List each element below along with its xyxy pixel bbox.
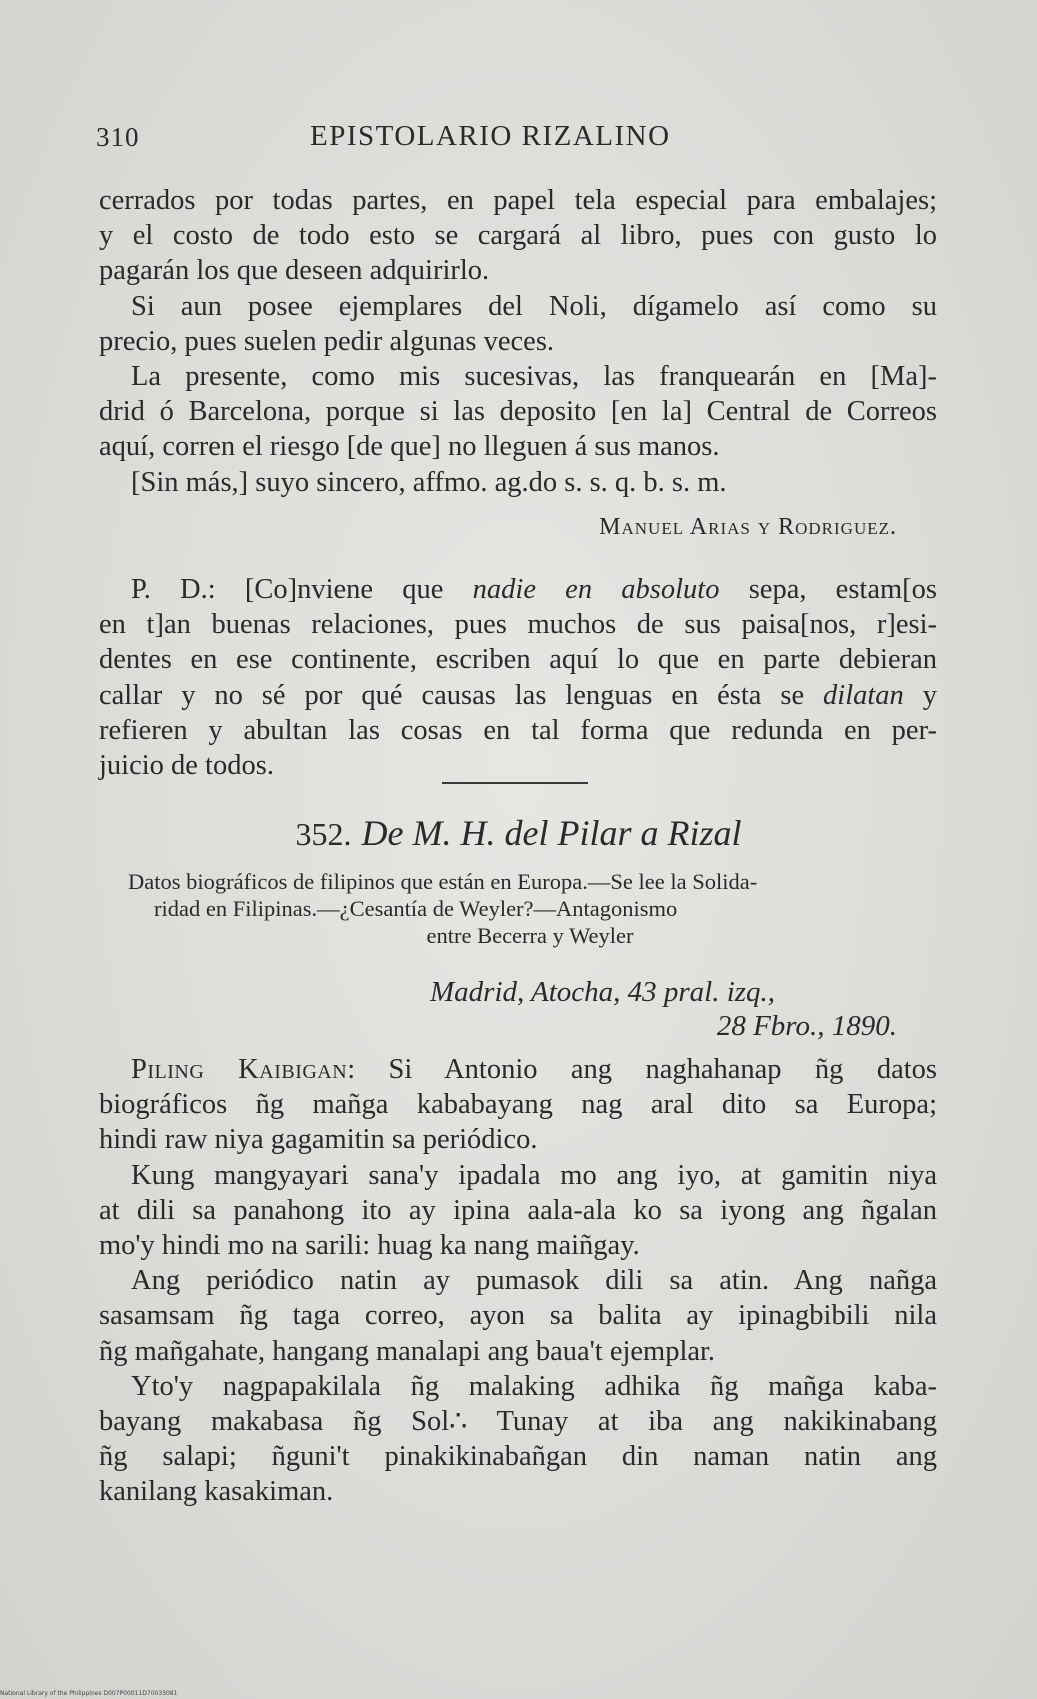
text-line: pagarán los que deseen adquirirlo. [99, 255, 490, 287]
text-line: at dili sa panahong ito ay ipina aala-ala ko sa iyong ang ñgalan [99, 1194, 937, 1226]
text-line: biográficos ñg mañga kababayang nag aral dito sa Europa; [99, 1089, 937, 1121]
letter-351-closing-text [99, 183, 937, 500]
postscript [99, 572, 937, 783]
postscript-text: y [903, 679, 937, 711]
letter-place: Madrid, Atocha, 43 pral. izq., [430, 976, 776, 1008]
running-title: EPISTOLARIO RIZALINO [310, 120, 671, 152]
archive-footer: National Library of the Philippines D007P00011D70033081 [0, 1690, 178, 1697]
text-line: ñg salapi; ñguni't pinakikinabañgan din naman natin ang [99, 1441, 937, 1473]
text-line: Yto'y nagpapakilala ñg malaking adhika ñg mañga kaba- [131, 1370, 937, 1402]
postscript-line: en t]an buenas relaciones, pues muchos de sus paisa[nos, r]esi- [99, 609, 937, 641]
postscript-text: P. D.: [Co]nviene que [131, 574, 473, 605]
text-line: hindi raw niya gagamitin sa periódico. [99, 1124, 538, 1156]
summary-line: ridad en Filipinas.—¿Cesantía de Weyler?—Antagonismo [154, 896, 678, 921]
text-line: ñg mañgahate, hangang manalapi ang baua't ejemplar. [99, 1335, 716, 1367]
postscript-line [99, 678, 937, 713]
section-divider [442, 782, 588, 784]
text-line: bayang makabasa ñg Sol∴ Tunay at iba ang nakikinabang [99, 1405, 937, 1437]
postscript-text: callar y no sé por qué causas las lenguas en ésta se [99, 679, 824, 711]
page-number: 310 [96, 122, 140, 152]
closing-formula: [Sin más,] suyo sincero, affmo. ag.do s. s. q. b. s. m. [131, 466, 727, 498]
text-line: Kung mangyayari sana'y ipadala mo ang iyo, at gamitin niya [131, 1159, 937, 1191]
text-line: Si aun posee ejemplares del Noli, dígamelo así como su [131, 290, 937, 322]
postscript-line: juicio de todos. [99, 749, 274, 781]
text-line: precio, pues suelen pedir algunas veces. [99, 325, 555, 357]
postscript-text: sepa, estam[os [719, 574, 937, 605]
text-line: La presente, como mis sucesivas, las franquearán en [Ma]- [131, 360, 937, 392]
summary-line: entre Becerra y Weyler [426, 923, 634, 948]
text-line: y el costo de todo esto se cargará al libro, pues con gusto lo [99, 220, 937, 252]
postscript-line [99, 572, 937, 607]
text-line: kanilang kasakiman. [99, 1476, 334, 1508]
text-line: Ang periódico natin ay pumasok dili sa atin. Ang nañga [131, 1265, 937, 1297]
letter-date: 28 Fbro., 1890. [716, 1010, 897, 1042]
text-line: cerrados por todas partes, en papel tela especial para embalajes; [99, 185, 937, 216]
text-line: mo'y hindi mo na sarili: huag ka nang maiñgay. [99, 1229, 640, 1261]
letter-summary [120, 868, 940, 949]
postscript-line: dentes en ese continente, escriben aquí lo que en parte debieran [99, 644, 937, 676]
text-line [99, 1052, 937, 1087]
postscript-line: refieren y abultan las cosas en tal forma que redunda en per- [99, 714, 937, 746]
signature: Manuel Arias y Rodriguez. [599, 514, 897, 540]
postscript-emphasis: dilatan [823, 679, 904, 711]
text-line: sasamsam ñg taga correo, ayon sa balita ay ipinagbibili nila [99, 1300, 937, 1332]
letter-title: De M. H. del Pilar a Rizal [361, 813, 742, 853]
salutation: Piling Kaibigan [131, 1054, 348, 1085]
text-line: aquí, corren el riesgo [de que] no lleguen á sus manos. [99, 431, 720, 463]
text-run: : Si Antonio ang naghahanap ñg datos [347, 1054, 937, 1085]
postscript-emphasis: nadie en absoluto [472, 574, 720, 605]
summary-line: Datos biográficos de filipinos que están en Europa.—Se lee la Solida- [128, 869, 758, 894]
letter-heading [0, 812, 1037, 854]
letter-352-body [99, 1052, 937, 1509]
page-header [96, 122, 936, 162]
text-line: drid ó Barcelona, porque si las deposito [en la] Central de Correos [99, 396, 937, 428]
letter-number: 352. [295, 816, 352, 852]
